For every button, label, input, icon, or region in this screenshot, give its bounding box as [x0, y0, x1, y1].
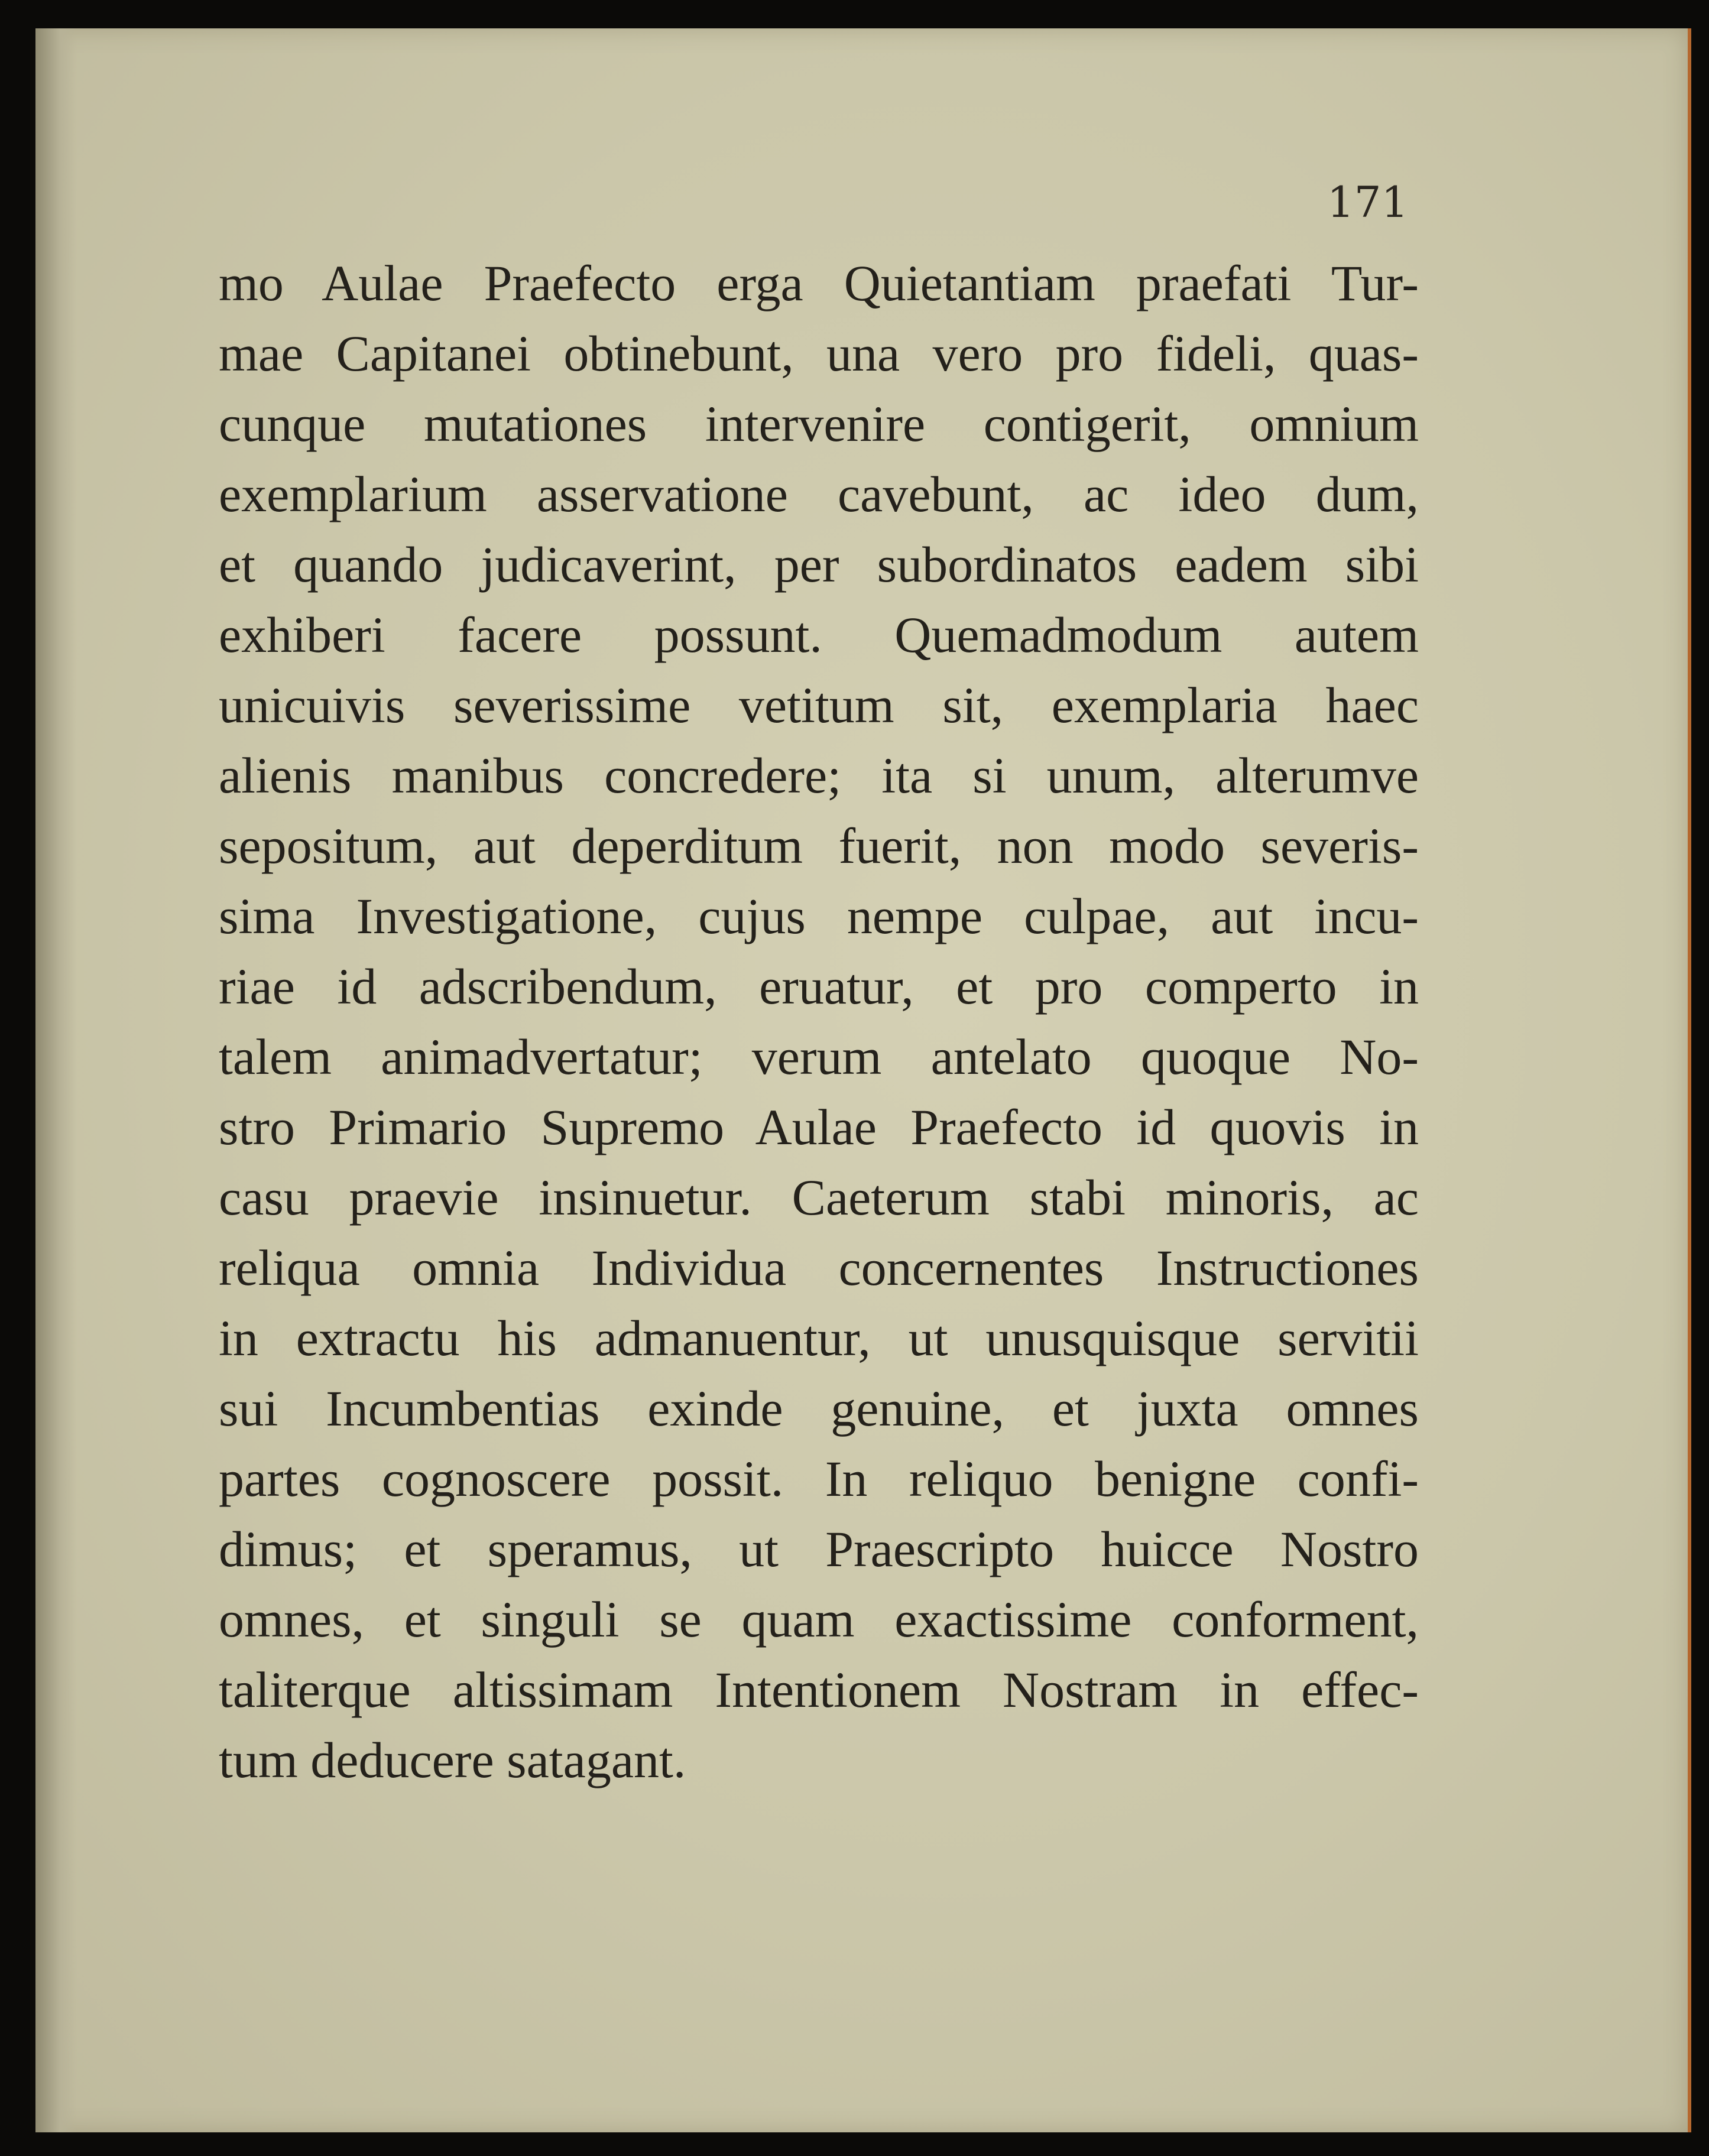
- text-line: et quando judicaverint, per subordinatos eadem sibi: [219, 536, 1419, 593]
- text-line: taliterque altissimam Intentionem Nostram in effec-: [219, 1661, 1419, 1718]
- text-line: cunque mutationes intervenire contigerit, omnium: [219, 395, 1419, 452]
- text-line: omnes, et singuli se quam exactissime conforment,: [219, 1591, 1419, 1648]
- text-line: unicuivis severissime vetitum sit, exemplaria haec: [219, 677, 1419, 733]
- text-line: sui Incumbentias exinde genuine, et juxta omnes: [219, 1380, 1419, 1437]
- text-line: sepositum, aut deperditum fuerit, non modo severis-: [219, 817, 1419, 874]
- text-line: mo Aulae Praefecto erga Quietantiam praefati Tur-: [219, 255, 1419, 311]
- text-line: stro Primario Supremo Aulae Praefecto id quovis in: [219, 1099, 1419, 1155]
- text-line: talem animadvertatur; verum antelato quoque No-: [219, 1028, 1419, 1085]
- text-line: reliqua omnia Individua concernentes Instructiones: [219, 1239, 1419, 1296]
- text-line: partes cognoscere possit. In reliquo benigne confi-: [219, 1450, 1419, 1507]
- page-gutter-shadow: [35, 28, 77, 2132]
- text-line: exemplarium asservatione cavebunt, ac ideo dum,: [219, 466, 1419, 522]
- text-line: exhiberi facere possunt. Quemadmodum autem: [219, 606, 1419, 663]
- text-line: casu praevie insinuetur. Caeterum stabi minoris, ac: [219, 1169, 1419, 1226]
- text-line: riae id adscribendum, eruatur, et pro comperto in: [219, 958, 1419, 1015]
- text-line: alienis manibus concredere; ita si unum, alterumve: [219, 747, 1419, 804]
- text-line: mae Capitanei obtinebunt, una vero pro fideli, quas-: [219, 325, 1419, 382]
- body-text: [219, 248, 1419, 1795]
- text-line: in extractu his admanuentur, ut unusquisque servitii: [219, 1310, 1419, 1366]
- text-line: dimus; et speramus, ut Praescripto huicce Nostro: [219, 1521, 1419, 1577]
- page-number: 171: [1327, 177, 1409, 227]
- text-line: sima Investigatione, cujus nempe culpae, aut incu-: [219, 888, 1419, 944]
- text-line: tum deducere satagant.: [219, 1732, 686, 1788]
